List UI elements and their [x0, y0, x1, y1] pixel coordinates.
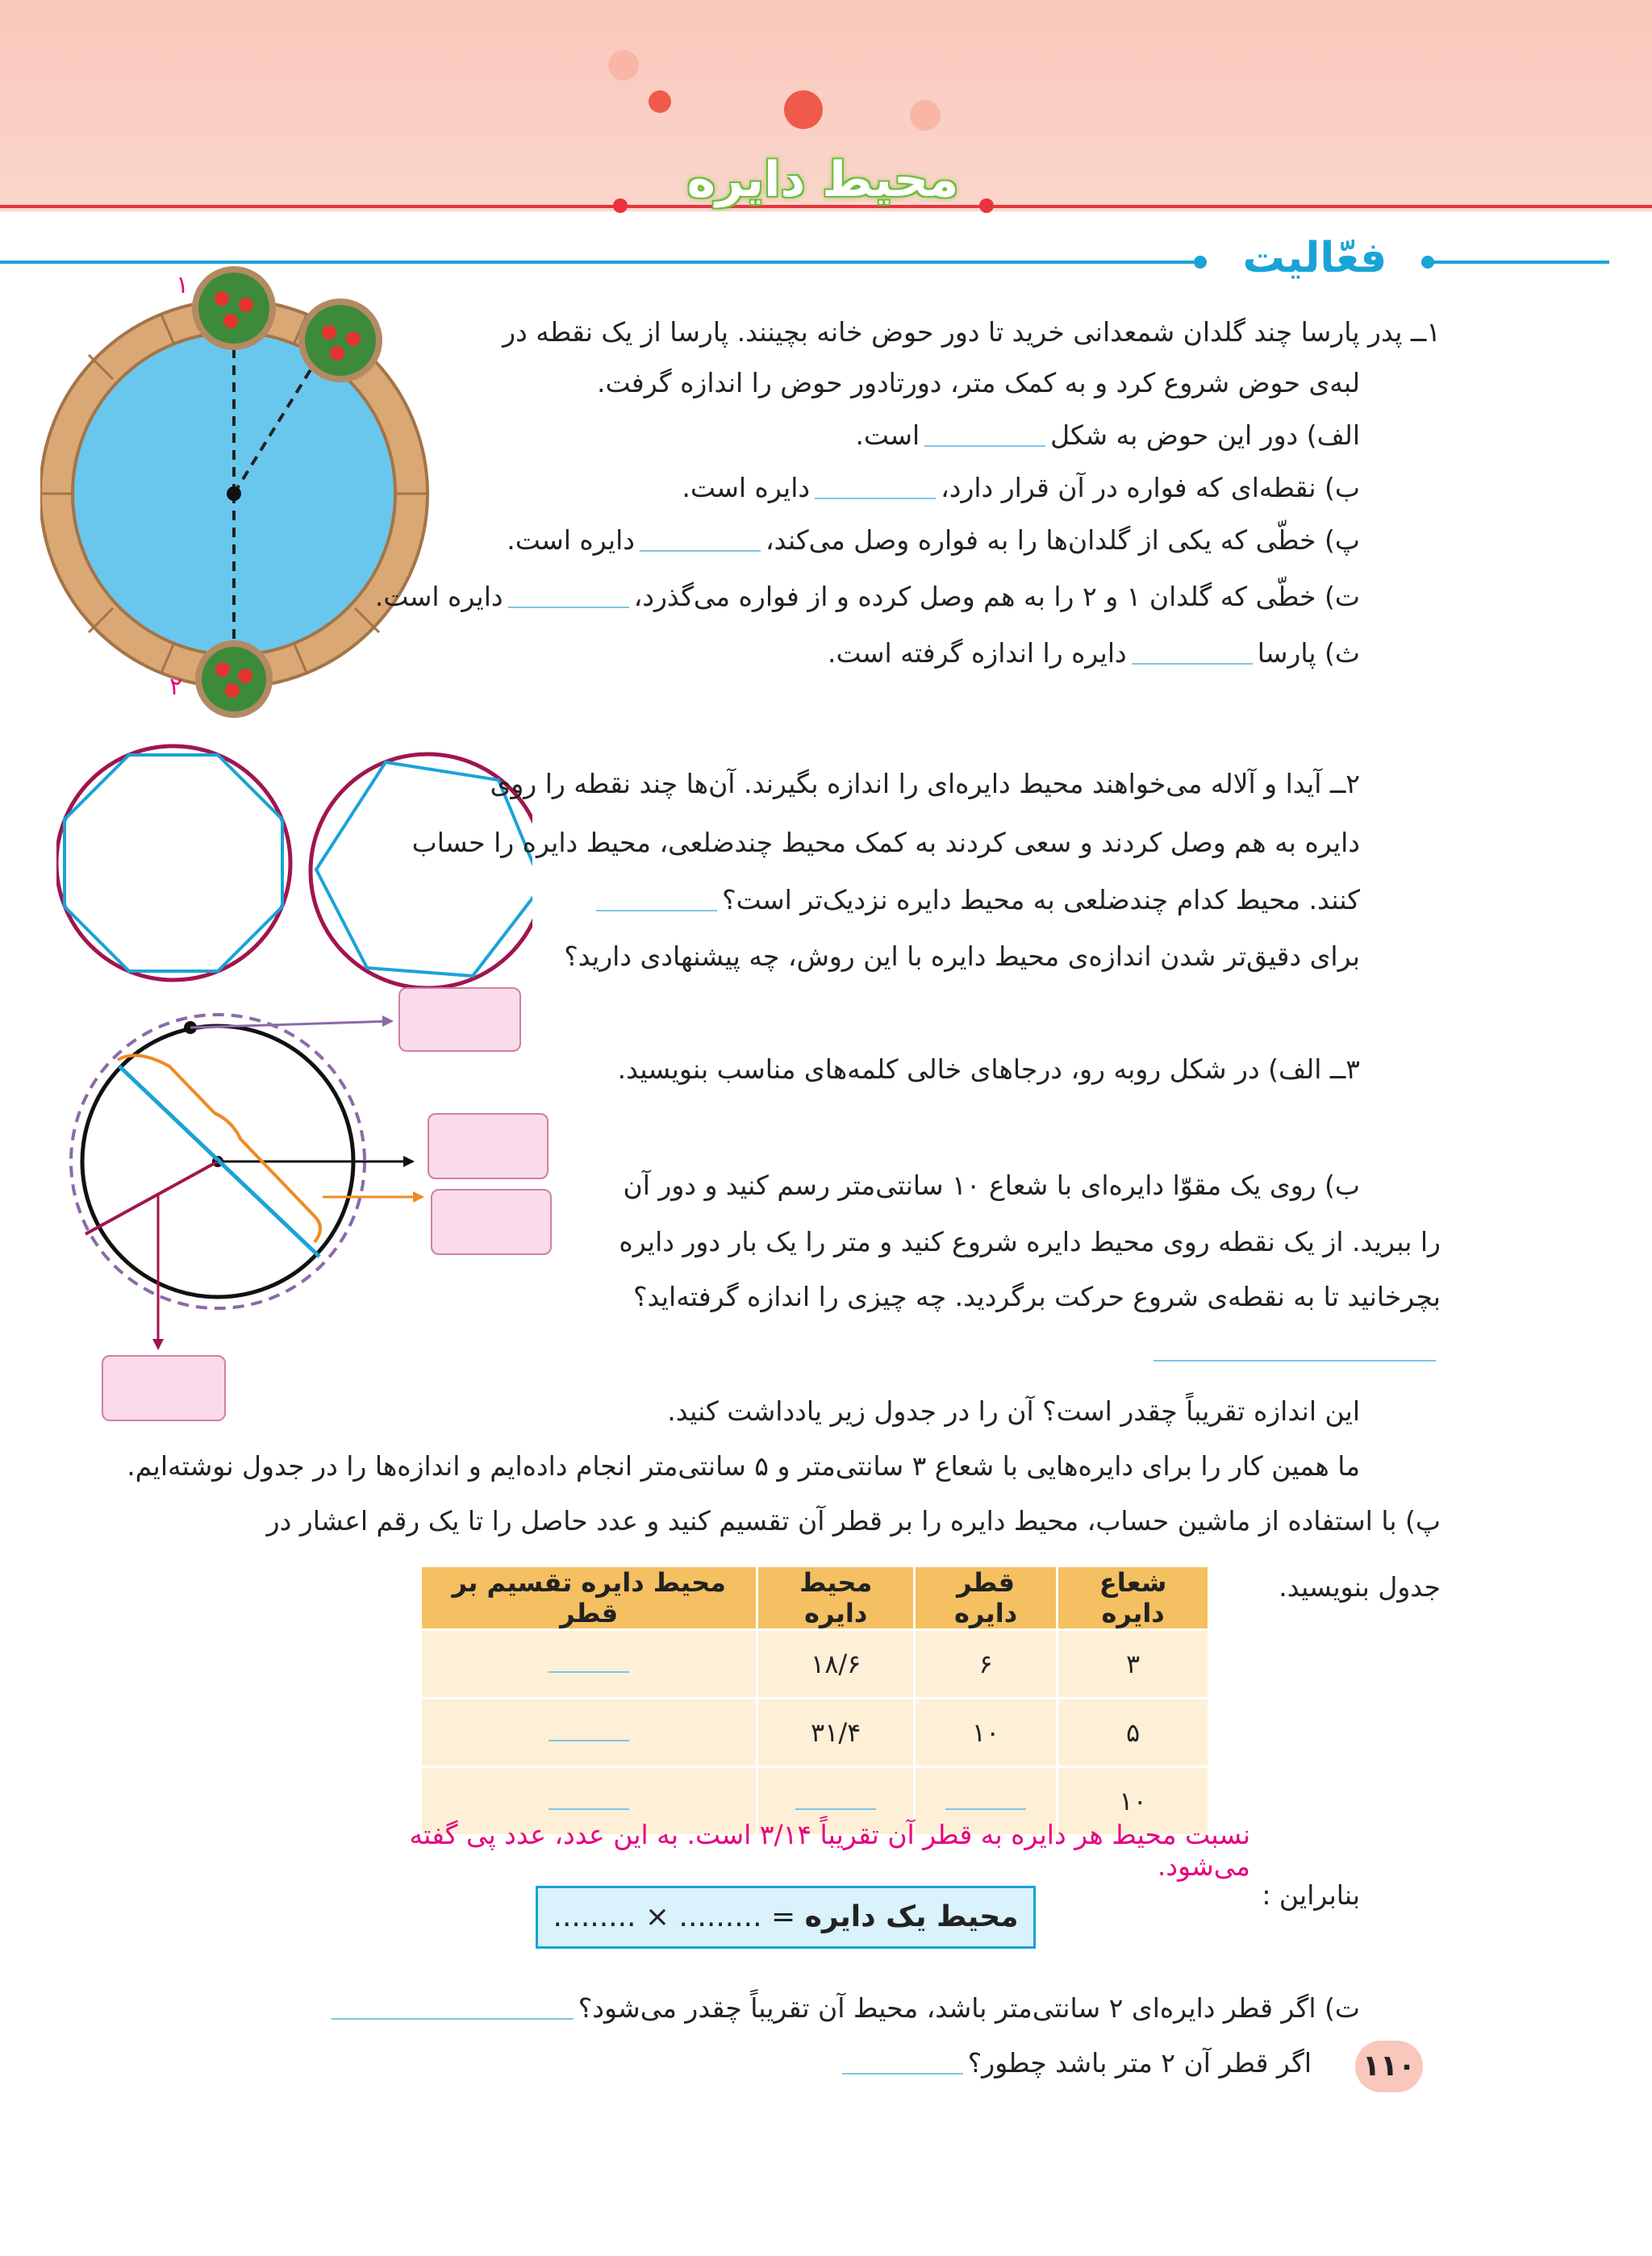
pot-label-2: ۲: [169, 673, 183, 701]
q1-item-t: ت) خطّی که گلدان ۱ و ۲ را به هم وصل کرده و از فواره می‌گذرد،دایره است.: [374, 581, 1360, 612]
q3-a: ۳ــ الف) در شکل روبه رو، درجاهای خالی کلمه‌های مناسب بنویسید.: [617, 1053, 1360, 1085]
decor-dot: [910, 100, 941, 131]
pond-figure: [40, 266, 460, 718]
page-number: ۱۱۰: [1355, 2041, 1423, 2092]
q1-item-a: الف) دور این حوض به شکلاست.: [855, 419, 1360, 451]
q3-b-line3: بچرخانید تا به نقطه‌ی شروع حرکت برگردید. چه چیزی را اندازه گرفته‌اید؟: [633, 1281, 1441, 1312]
formula-box: [536, 1886, 1036, 1949]
decor-dot: [608, 50, 639, 81]
label-box-diameter[interactable]: [431, 1189, 552, 1255]
q-t-line1: ت) اگر قطر دایره‌ای ۲ سانتی‌متر باشد، محیط آن تقریباً چقدر می‌شود؟: [327, 1992, 1360, 2025]
polygons-figure: [56, 734, 532, 1008]
answer-blank[interactable]: [1153, 1360, 1436, 1362]
table-row: [421, 1699, 1209, 1767]
decor-dot: [784, 90, 823, 129]
table-cell-blank[interactable]: [421, 1699, 757, 1767]
activity-divider: [1432, 261, 1609, 264]
q3-p-line2: جدول بنویسید.: [1279, 1571, 1441, 1603]
answer-blank[interactable]: [815, 480, 936, 499]
label-box-circumference[interactable]: [398, 987, 521, 1052]
formula-label: محیط یک دایره: [804, 1900, 1019, 1933]
table-cell: ۱۰: [914, 1699, 1057, 1767]
q-t-line2: اگر قطر آن ۲ متر باشد چطور؟: [837, 2047, 1312, 2079]
decor-dot: [1194, 256, 1207, 269]
q2-line1: ۲ــ آیدا و آلاله می‌خواهند محیط دایره‌ای را اندازه بگیرند. آن‌ها چند نقطه را روی: [490, 768, 1360, 799]
flower-pot-icon: [298, 298, 382, 382]
table-header: شعاع دایره: [1058, 1566, 1209, 1630]
q2-line4: برای دقیق‌تر شدن اندازه‌ی محیط دایره با این روش، چه پیشنهادی دارید؟: [564, 940, 1360, 972]
table-cell: ۱۸/۶: [757, 1630, 915, 1699]
q2-line3: کنند. محیط کدام چندضلعی به محیط دایره نزدیک‌تر است؟: [591, 884, 1360, 916]
chapter-title: محیط دایره: [686, 152, 959, 208]
answer-blank[interactable]: [508, 589, 629, 608]
q1-item-th: ث) پارسادایره را اندازه گرفته است.: [827, 637, 1360, 669]
table-row: [421, 1630, 1209, 1699]
pi-definition: نسبت محیط هر دایره به قطر آن تقریباً ۳/۱۴ است. به این عدد، عدد پی گفته می‌شود.: [409, 1819, 1250, 1882]
q3-p-line1: پ) با استفاده از ماشین حساب، محیط دایره را بر قطر آن تقسیم کنید و عدد حاصل را تا یک رقم اعشار در: [266, 1505, 1441, 1537]
q3-c-line2: ما همین کار را برای دایره‌هایی با شعاع ۳ سانتی‌متر و ۵ سانتی‌متر انجام داده‌ایم و اندازه‌ها را در جدول نوشته‌ایم.: [127, 1450, 1360, 1482]
table-cell: ۳: [1058, 1630, 1209, 1699]
q1-item-b: ب) نقطه‌ای که فواره در آن قرار دارد،دایره است.: [682, 472, 1360, 503]
answer-blank[interactable]: [842, 2055, 963, 2075]
label-box-radius[interactable]: [428, 1113, 549, 1179]
decor-dot: [649, 90, 671, 113]
table-cell: ۱۰: [1058, 1767, 1209, 1836]
activity-divider: [0, 261, 1202, 264]
octagon-in-circle: [56, 746, 290, 980]
formula-rest: = ......... × .........: [553, 1900, 796, 1933]
q1-line1: ۱ــ پدر پارسا چند گلدان شمعدانی خرید تا دور حوض خانه بچینند. پارسا از یک نقطه در: [503, 316, 1441, 348]
activity-heading: فعّالیت: [1242, 234, 1387, 282]
answer-blank[interactable]: [1132, 645, 1253, 665]
q3-b-line2: را ببرید. از یک نقطه روی محیط دایره شروع کنید و متر را یک بار دور دایره: [619, 1226, 1441, 1257]
q1-line2: لبه‌ی حوض شروع کرد و به کمک متر، دورتادور حوض را اندازه گرفت.: [597, 367, 1360, 398]
answer-blank[interactable]: [640, 532, 761, 552]
flower-pot-icon: [192, 266, 276, 350]
table-header-row: [421, 1566, 1209, 1630]
table-header: قطر دایره: [914, 1566, 1057, 1630]
q3-c-line1: این اندازه تقریباً چقدر است؟ آن را در جدول زیر یادداشت کنید.: [667, 1395, 1360, 1427]
answer-blank[interactable]: [596, 892, 717, 911]
table-cell: ۵: [1058, 1699, 1209, 1767]
q3-b-line1: ب) روی یک مقوّا دایره‌ای با شعاع ۱۰ سانتی‌متر رسم کنید و دور آن: [623, 1170, 1360, 1201]
answer-blank[interactable]: [332, 2000, 574, 2020]
label-box-center-line[interactable]: [102, 1355, 226, 1421]
table-header: محیط دایره: [757, 1566, 915, 1630]
table-cell: ۶: [914, 1630, 1057, 1699]
table-header: محیط دایره تقسیم بر قطر: [421, 1566, 757, 1630]
table-cell-blank[interactable]: [421, 1630, 757, 1699]
q1-item-p: پ) خطّی که یکی از گلدان‌ها را به فواره وصل می‌کند،دایره است.: [507, 524, 1360, 556]
pot-label-1: ۱: [176, 271, 190, 299]
answer-blank[interactable]: [924, 427, 1045, 447]
flower-pot-icon: [195, 640, 273, 718]
therefore-label: بنابراین :: [1262, 1879, 1360, 1911]
q2-line2: دایره به هم وصل کردند و سعی کردند به کمک محیط چندضلعی، محیط دایره را حساب: [411, 827, 1360, 858]
circle-table: [419, 1565, 1210, 1837]
table-cell: ۳۱/۴: [757, 1699, 915, 1767]
